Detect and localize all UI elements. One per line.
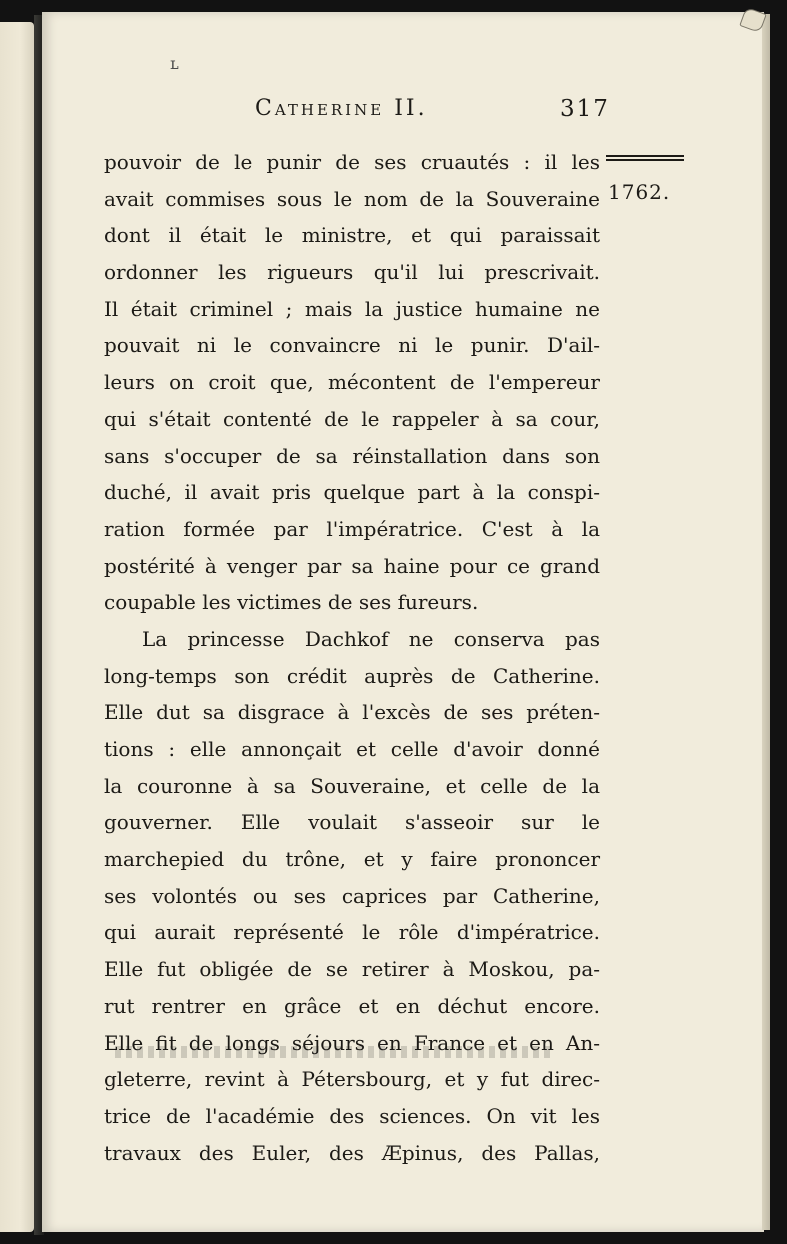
paragraph-end-line: coupable les victimes de ses fureurs. <box>104 590 479 615</box>
text-line: rut rentrer en grâce et en déchut encore. <box>104 993 600 1018</box>
running-title-numeral: II. <box>394 96 428 121</box>
text-line: gouverner. Elle voulait s'asseoir sur le <box>104 810 600 835</box>
text-line: pouvait ni le convaincre ni le punir. D'ail- <box>104 333 600 358</box>
text-line: Elle fut obligée de se retirer à Moskou, pa- <box>104 957 600 982</box>
text-line: ration formée par l'impératrice. C'est à la <box>104 516 600 541</box>
text-line: qui s'était contenté de le rappeler à sa cour, <box>104 406 600 431</box>
running-title <box>255 96 428 121</box>
text-line: tions : elle annonçait et celle d'avoir donné <box>104 737 600 761</box>
text-line: Elle dut sa disgrace à l'excès de ses préten- <box>104 700 600 725</box>
text-line: trice de l'académie des sciences. On vit les <box>104 1103 600 1128</box>
margin-rule-line <box>606 155 684 157</box>
text-line: pouvoir de le punir de ses cruautés : il les <box>104 150 600 174</box>
text-line: leurs on croit que, mécontent de l'empereur <box>104 370 600 395</box>
text-line: duché, il avait pris quelque part à la conspi- <box>104 480 600 505</box>
text-line: ses volontés ou ses caprices par Catherine, <box>104 883 600 908</box>
running-title-rest: ATHERINE <box>274 101 385 119</box>
text-line: sans s'occuper de sa réinstallation dans son <box>104 443 600 468</box>
pencil-mark: ʟ <box>170 54 179 73</box>
text-line: long-temps son crédit auprès de Catherine. <box>104 663 600 688</box>
text-line: Il était criminel ; mais la justice humaine ne <box>104 296 600 321</box>
text-line: Elle fit de longs séjours en France et en An- <box>104 1030 600 1055</box>
text-line: marchepied du trône, et y faire prononcer <box>104 847 600 872</box>
running-title-initial: C <box>255 96 275 121</box>
running-header <box>0 96 787 132</box>
show-through-text <box>115 1046 555 1058</box>
text-line: la couronne à sa Souveraine, et celle de la <box>104 773 600 798</box>
paragraph-start-line: La princesse Dachkof ne conserva pas <box>142 626 600 651</box>
text-line: dont il était le ministre, et qui paraissait <box>104 223 600 248</box>
text-line: travaux des Euler, des Æpinus, des Pallas, <box>104 1140 600 1165</box>
margin-rule-line <box>606 159 684 161</box>
text-line: postérité à venger par sa haine pour ce grand <box>104 553 600 578</box>
body-text <box>104 144 600 1171</box>
margin-year-note: 1762. <box>608 180 671 204</box>
page-fore-edge <box>762 14 770 1230</box>
page-number: 317 <box>560 96 610 122</box>
text-line: gleterre, revint à Pétersbourg, et y fut direc- <box>104 1067 600 1092</box>
facing-page-edge <box>0 22 34 1232</box>
text-line: qui aurait représenté le rôle d'impératrice. <box>104 920 600 945</box>
text-line: ordonner les rigueurs qu'il lui prescrivait. <box>104 260 600 285</box>
text-line: avait commises sous le nom de la Souveraine <box>104 186 600 211</box>
margin-rule <box>606 155 684 161</box>
